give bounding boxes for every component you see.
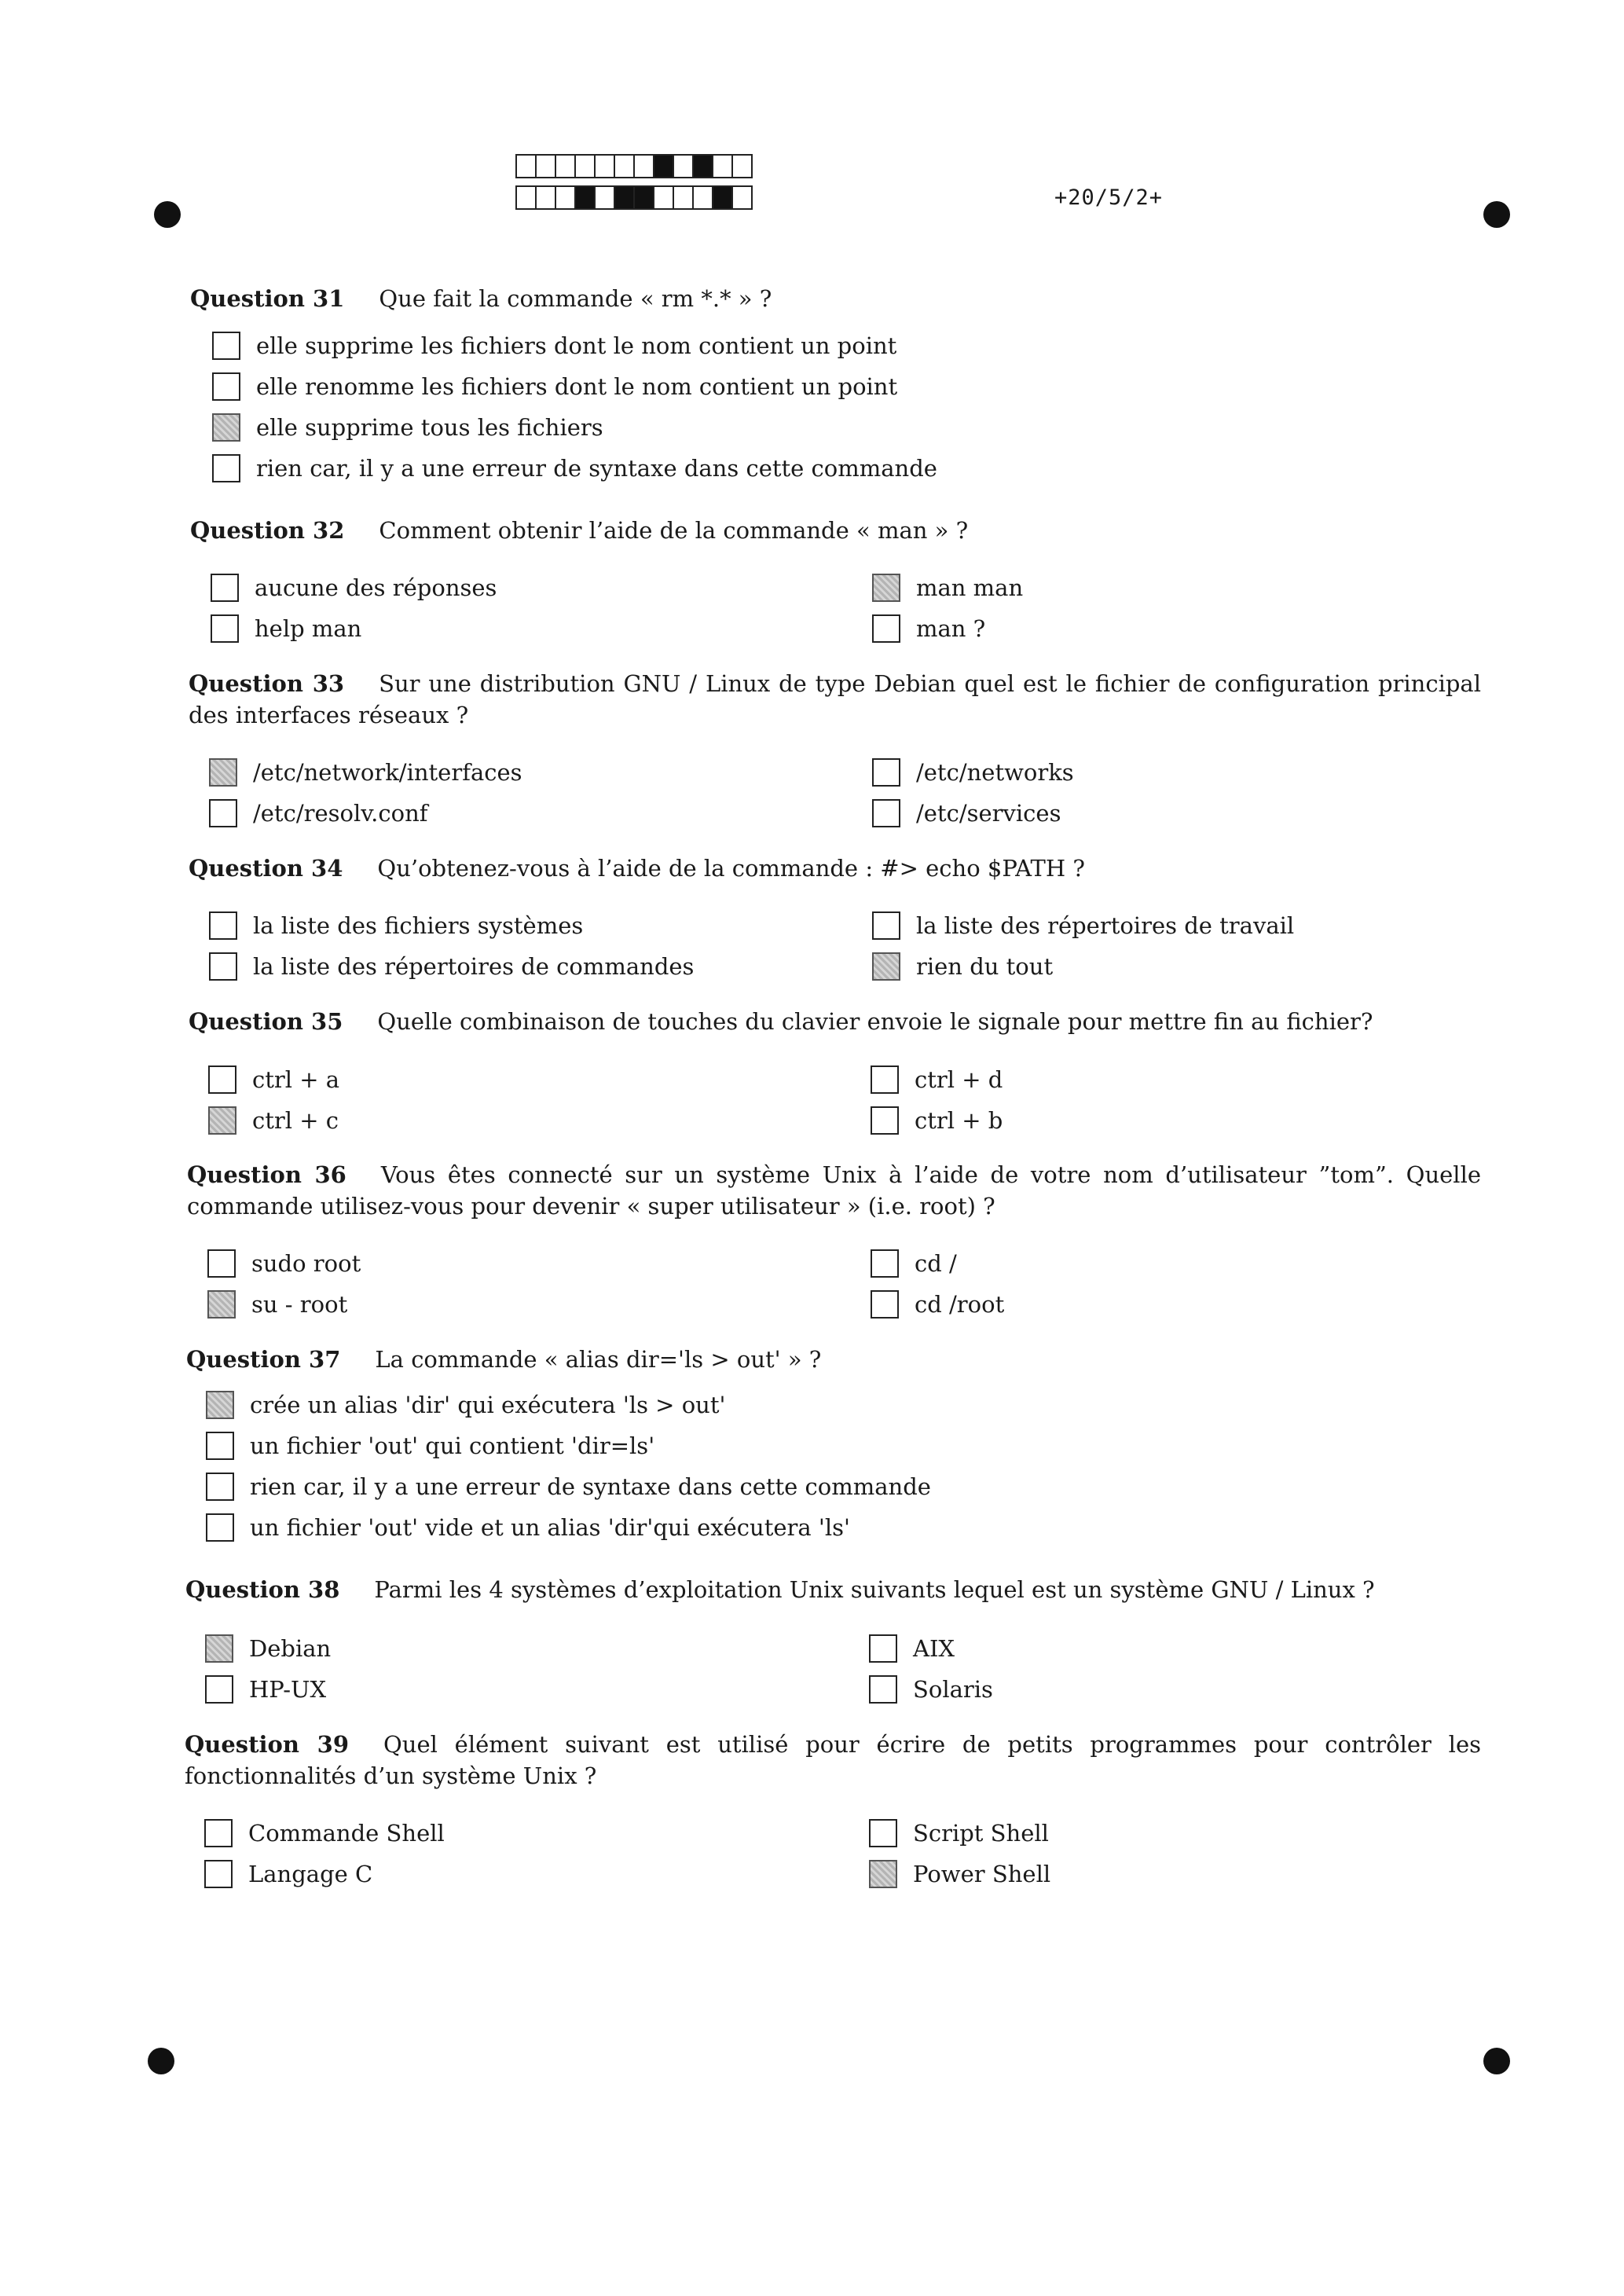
empty-checkbox[interactable] [872, 799, 900, 827]
code-cell [692, 154, 713, 178]
registration-dot-top-right [1483, 201, 1510, 228]
code-cell [673, 154, 694, 178]
answer-option[interactable] [871, 1065, 1003, 1094]
answer-text: /etc/resolv.conf [253, 800, 428, 827]
question-text: La commande « alias dir='ls > out' » ? [375, 1346, 822, 1373]
answer-option[interactable] [207, 1290, 347, 1319]
answer-option[interactable] [872, 614, 985, 643]
answer-text: rien car, il y a une erreur de syntaxe dans cette commande [250, 1473, 931, 1500]
question-37 [186, 1344, 1481, 1375]
empty-checkbox[interactable] [205, 1675, 233, 1704]
question-text: Quelle combinaison de touches du clavier envoie le signale pour mettre fin au fichier? [377, 1008, 1373, 1035]
answer-option[interactable] [871, 1290, 1004, 1319]
code-cell [535, 185, 556, 210]
checked-checkbox[interactable] [206, 1391, 234, 1419]
code-cell [515, 185, 537, 210]
answer-text: Debian [249, 1635, 332, 1662]
registration-dot-bottom-right [1483, 2048, 1510, 2074]
answer-text: Solaris [913, 1676, 993, 1703]
answer-option[interactable] [205, 1675, 326, 1704]
answer-text: la liste des répertoires de travail [916, 912, 1295, 939]
question-36 [187, 1159, 1481, 1222]
answer-text: /etc/networks [916, 759, 1074, 786]
question-33 [189, 668, 1481, 731]
empty-checkbox[interactable] [208, 1065, 236, 1094]
answer-option[interactable] [204, 1819, 445, 1847]
answer-option[interactable] [206, 1513, 850, 1542]
question-38 [185, 1574, 1481, 1605]
checked-checkbox[interactable] [872, 574, 900, 602]
answer-option[interactable] [869, 1860, 1050, 1888]
checked-checkbox[interactable] [869, 1860, 897, 1888]
answer-option[interactable] [869, 1634, 955, 1663]
answer-text: aucune des réponses [255, 574, 497, 601]
answer-text: sudo root [251, 1250, 361, 1277]
empty-checkbox[interactable] [212, 454, 240, 482]
empty-checkbox[interactable] [206, 1513, 234, 1542]
answer-option[interactable] [211, 614, 361, 643]
empty-checkbox[interactable] [871, 1249, 899, 1278]
question-number: Question 39 [185, 1731, 349, 1758]
code-cell [555, 185, 576, 210]
answer-option[interactable] [209, 799, 428, 827]
checked-checkbox[interactable] [212, 413, 240, 442]
empty-checkbox[interactable] [204, 1819, 233, 1847]
answer-option[interactable] [206, 1432, 654, 1460]
page-code: +20/5/2+ [1054, 185, 1164, 210]
empty-checkbox[interactable] [209, 911, 237, 940]
answer-option[interactable] [212, 372, 897, 401]
code-cell [653, 154, 674, 178]
answer-option[interactable] [207, 1249, 361, 1278]
question-text: Parmi les 4 systèmes d’exploitation Unix suivants lequel est un système GNU / Linux ? [374, 1576, 1375, 1603]
question-number: Question 34 [189, 855, 343, 882]
question-number: Question 35 [189, 1008, 343, 1035]
question-number: Question 33 [189, 670, 345, 697]
answer-option[interactable] [208, 1106, 339, 1135]
answer-option[interactable] [212, 454, 937, 482]
answer-text: su - root [251, 1291, 348, 1318]
answer-text: /etc/network/interfaces [253, 759, 522, 786]
empty-checkbox[interactable] [209, 952, 237, 981]
answer-text: man ? [916, 615, 986, 642]
empty-checkbox[interactable] [204, 1860, 233, 1888]
empty-checkbox[interactable] [871, 1065, 899, 1094]
question-text: Comment obtenir l’aide de la commande « man » ? [379, 517, 969, 544]
checked-checkbox[interactable] [209, 758, 237, 787]
checked-checkbox[interactable] [205, 1634, 233, 1663]
answer-option[interactable] [869, 1819, 1049, 1847]
question-number: Question 36 [187, 1161, 346, 1188]
answer-option[interactable] [872, 574, 1023, 602]
code-cell [555, 154, 576, 178]
empty-checkbox[interactable] [212, 332, 240, 360]
answer-text: un fichier 'out' qui contient 'dir=ls' [250, 1432, 655, 1459]
empty-checkbox[interactable] [211, 614, 239, 643]
empty-checkbox[interactable] [871, 1106, 899, 1135]
answer-text: AIX [913, 1635, 955, 1662]
question-text: Sur une distribution GNU / Linux de type Debian quel est le fichier de configuration principal des interfaces réseaux ? [189, 670, 1481, 728]
answer-text: la liste des répertoires de commandes [253, 953, 695, 980]
empty-checkbox[interactable] [872, 911, 900, 940]
answer-text: elle supprime les fichiers dont le nom contient un point [256, 332, 897, 359]
code-cell [515, 154, 537, 178]
answer-text: crée un alias 'dir' qui exécutera 'ls > out' [250, 1392, 726, 1418]
answer-text: Script Shell [913, 1820, 1049, 1847]
question-text: Vous êtes connecté sur un système Unix à l’aide de votre nom d’utilisateur ”tom”. Quelle commande utilisez-vous pour devenir « super utilisateur » (i.e. root) ? [187, 1161, 1482, 1220]
answer-text: ctrl + c [252, 1107, 339, 1134]
answer-text: rien du tout [916, 953, 1054, 980]
empty-checkbox[interactable] [869, 1819, 897, 1847]
answer-option[interactable] [872, 911, 1294, 940]
answer-text: ctrl + d [915, 1066, 1003, 1093]
answer-text: elle supprime tous les fichiers [256, 414, 603, 441]
question-text: Quel élément suivant est utilisé pour écrire de petits programmes pour contrôler les fonctionnalités d’un système Unix ? [185, 1731, 1481, 1789]
answer-text: Commande Shell [248, 1820, 445, 1847]
code-cell [574, 154, 596, 178]
registration-dot-bottom-left [148, 2048, 174, 2074]
empty-checkbox[interactable] [869, 1634, 897, 1663]
checked-checkbox[interactable] [208, 1106, 236, 1135]
question-text: Que fait la commande « rm *.* » ? [379, 285, 772, 312]
answer-option[interactable] [206, 1391, 725, 1419]
code-cell [673, 185, 694, 210]
answer-option[interactable] [208, 1065, 339, 1094]
binary-code-row-1 [515, 154, 751, 178]
answer-text: la liste des fichiers systèmes [253, 912, 584, 939]
code-cell [614, 154, 635, 178]
answer-option[interactable] [212, 413, 603, 442]
question-31 [190, 283, 1481, 314]
answer-text: help man [255, 615, 362, 642]
answer-option[interactable] [211, 574, 497, 602]
empty-checkbox[interactable] [207, 1249, 236, 1278]
answer-text: ctrl + a [252, 1066, 340, 1093]
answer-text: Langage C [248, 1861, 373, 1887]
registration-dot-top-left [154, 201, 181, 228]
answer-text: man man [916, 574, 1024, 601]
binary-code-row-2 [515, 185, 751, 210]
empty-checkbox[interactable] [872, 758, 900, 787]
question-39 [185, 1729, 1481, 1792]
answer-text: cd / [915, 1250, 957, 1277]
question-number: Question 32 [190, 517, 345, 544]
code-cell [731, 154, 753, 178]
empty-checkbox[interactable] [869, 1675, 897, 1704]
answer-text: elle renomme les fichiers dont le nom contient un point [256, 373, 898, 400]
empty-checkbox[interactable] [206, 1473, 234, 1501]
code-cell [633, 185, 654, 210]
answer-text: ctrl + b [915, 1107, 1003, 1134]
question-number: Question 38 [185, 1576, 340, 1603]
answer-text: rien car, il y a une erreur de syntaxe dans cette commande [256, 455, 937, 482]
question-32 [190, 515, 1481, 546]
answer-option[interactable] [872, 952, 1053, 981]
answer-option[interactable] [205, 1634, 331, 1663]
answer-option[interactable] [212, 332, 896, 360]
code-cell [731, 185, 753, 210]
question-35 [189, 1006, 1481, 1037]
checked-checkbox[interactable] [872, 952, 900, 981]
question-text: Qu’obtenez-vous à l’aide de la commande : #> echo $PATH ? [377, 855, 1085, 882]
answer-text: cd /root [915, 1291, 1005, 1318]
empty-checkbox[interactable] [206, 1432, 234, 1460]
answer-option[interactable] [209, 758, 522, 787]
code-cell [594, 185, 615, 210]
code-cell [653, 185, 674, 210]
question-34 [189, 853, 1481, 884]
answer-option[interactable] [872, 758, 1074, 787]
answer-text: /etc/services [916, 800, 1061, 827]
code-cell [712, 154, 733, 178]
code-cell [692, 185, 713, 210]
answer-option[interactable] [204, 1860, 372, 1888]
code-cell [574, 185, 596, 210]
answer-option[interactable] [871, 1106, 1003, 1135]
answer-option[interactable] [872, 799, 1061, 827]
answer-option[interactable] [206, 1473, 931, 1501]
question-number: Question 31 [190, 285, 345, 312]
code-cell [594, 154, 615, 178]
answer-text: HP-UX [249, 1676, 327, 1703]
answer-text: un fichier 'out' vide et un alias 'dir'qui exécutera 'ls' [250, 1514, 851, 1541]
answer-option[interactable] [209, 952, 694, 981]
code-cell [633, 154, 654, 178]
code-cell [712, 185, 733, 210]
empty-checkbox[interactable] [209, 799, 237, 827]
empty-checkbox[interactable] [212, 372, 240, 401]
answer-option[interactable] [209, 911, 583, 940]
question-number: Question 37 [186, 1346, 341, 1373]
empty-checkbox[interactable] [211, 574, 239, 602]
answer-text: Power Shell [913, 1861, 1051, 1887]
checked-checkbox[interactable] [207, 1290, 236, 1319]
empty-checkbox[interactable] [871, 1290, 899, 1319]
code-cell [535, 154, 556, 178]
answer-option[interactable] [869, 1675, 993, 1704]
empty-checkbox[interactable] [872, 614, 900, 643]
code-cell [614, 185, 635, 210]
answer-option[interactable] [871, 1249, 957, 1278]
